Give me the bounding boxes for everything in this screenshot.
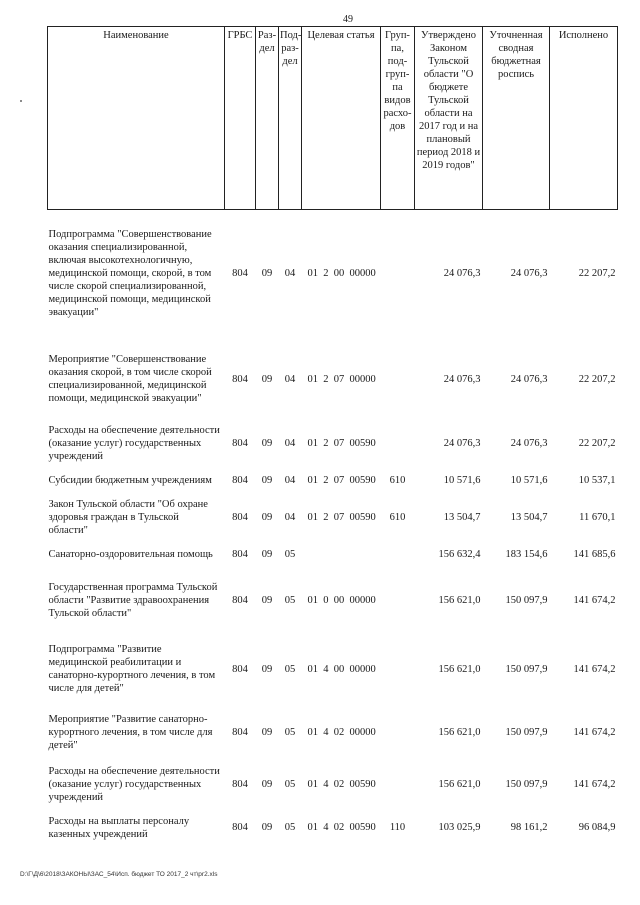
header-grbs: ГРБС [225, 27, 256, 210]
row-utochnennaya: 24 076,3 [510, 438, 548, 449]
row-name: Подпрограмма "Совершенствование оказания специализированной, включая высокотехнологичную, медицинской помощи, скорой, в том числе скорой специализированной, медицинской помощи, медицинской эвакуации" [48, 229, 212, 319]
row-ispolneno: 141 674,2 [573, 594, 616, 606]
row-ispolneno: 141 674,2 [573, 727, 616, 738]
row-celevaya: 01 4 00 00000 [307, 663, 376, 675]
row-razdel: 09 [261, 663, 273, 675]
row-utverzhdeno: 13 504,7 [443, 512, 481, 523]
row-utochnennaya: 150 097,9 [505, 594, 548, 606]
row-vid [381, 421, 415, 467]
row-utverzhdeno: 156 632,4 [438, 549, 481, 560]
row-name: Подпрограмма "Развитие медицинской реабилитации и санаторно-курортного лечения, в том числе для детей" [48, 644, 216, 694]
row-podrazdel: 05 [284, 549, 296, 560]
row-vid: 610 [389, 475, 406, 486]
row-grbs: 804 [232, 779, 248, 790]
row-grbs: 804 [232, 512, 248, 523]
scan-mark [20, 100, 22, 102]
row-name: Расходы на обеспечение деятельности (оказание услуг) государственных учреждений [48, 425, 220, 462]
row-celevaya: 01 4 02 00590 [307, 822, 376, 833]
row-name: Закон Тульской области "Об охране здоровья граждан в Тульской области" [48, 499, 208, 536]
row-ispolneno: 22 207,2 [578, 268, 616, 280]
row-name: Субсидии бюджетным учреждениям [48, 475, 212, 486]
row-celevaya: 01 4 02 00590 [307, 779, 376, 790]
row-razdel: 09 [261, 549, 273, 560]
row-ispolneno: 11 670,1 [579, 512, 616, 523]
row-podrazdel: 05 [284, 727, 296, 738]
row-vid [381, 569, 415, 632]
row-grbs: 804 [232, 594, 248, 606]
row-utochnennaya: 150 097,9 [505, 779, 548, 790]
row-celevaya: 01 2 00 00000 [307, 268, 376, 280]
table-row [48, 421, 618, 467]
row-podrazdel: 05 [284, 663, 296, 675]
row-name: Санаторно-оздоровительная помощь [48, 549, 213, 560]
header-ispolneno: Исполнено [550, 27, 618, 210]
row-utverzhdeno: 156 621,0 [438, 594, 481, 606]
row-utverzhdeno: 24 076,3 [443, 438, 481, 449]
row-celevaya: 01 2 07 00590 [307, 512, 376, 523]
row-name: Расходы на обеспечение деятельности (оказание услуг) государственных учреждений [48, 766, 220, 803]
row-razdel: 09 [261, 475, 273, 486]
row-vid: 610 [389, 512, 406, 523]
row-celevaya: 01 2 07 00000 [307, 373, 376, 385]
row-razdel: 09 [261, 373, 273, 385]
row-grbs: 804 [232, 438, 248, 449]
table-row [48, 541, 618, 569]
row-utverzhdeno: 156 621,0 [438, 779, 481, 790]
row-utochnennaya: 150 097,9 [505, 663, 548, 675]
row-ispolneno: 10 537,1 [578, 475, 616, 486]
row-razdel: 09 [261, 594, 273, 606]
row-podrazdel: 05 [284, 594, 296, 606]
row-vid: 110 [389, 822, 406, 833]
table-row [48, 632, 618, 707]
row-utverzhdeno: 156 621,0 [438, 663, 481, 675]
table-row [48, 707, 618, 759]
row-utverzhdeno: 156 621,0 [438, 727, 481, 738]
row-grbs: 804 [232, 373, 248, 385]
table-row [48, 569, 618, 632]
row-celevaya: 01 0 00 00000 [307, 594, 376, 606]
row-razdel: 09 [261, 822, 273, 833]
header-vid: Груп-па, под-груп-па видов расхо-дов [381, 27, 415, 210]
row-razdel: 09 [261, 779, 273, 790]
row-grbs: 804 [232, 475, 248, 486]
page-number: 49 [343, 14, 353, 25]
row-ispolneno: 141 674,2 [573, 779, 616, 790]
header-podrazdel: Под-раз-дел [279, 27, 302, 210]
row-celevaya: 01 2 07 00590 [307, 475, 376, 486]
header-razdel: Раз-дел [256, 27, 279, 210]
row-utochnennaya: 24 076,3 [510, 268, 548, 280]
row-razdel: 09 [261, 438, 273, 449]
table-header-row [48, 27, 618, 210]
row-ispolneno: 22 207,2 [578, 373, 616, 385]
row-celevaya: 01 4 02 00000 [307, 727, 376, 738]
row-name: Расходы на выплаты персоналу казенных учреждений [48, 815, 190, 840]
row-utverzhdeno: 24 076,3 [443, 268, 481, 280]
table-row [48, 210, 618, 338]
row-podrazdel: 04 [284, 438, 296, 449]
row-celevaya: 01 2 07 00590 [307, 438, 376, 449]
table-row [48, 759, 618, 811]
row-utverzhdeno: 10 571,6 [443, 475, 481, 486]
row-ispolneno: 96 084,9 [578, 822, 616, 833]
table-row [48, 811, 618, 845]
row-name: Мероприятие "Развитие санаторно-курортного лечения, в том числе для детей" [48, 714, 213, 751]
row-utochnennaya: 183 154,6 [505, 549, 548, 560]
row-vid [381, 759, 415, 811]
row-razdel: 09 [261, 727, 273, 738]
row-grbs: 804 [232, 727, 248, 738]
row-podrazdel: 04 [284, 512, 296, 523]
row-podrazdel: 05 [284, 779, 296, 790]
row-utverzhdeno: 24 076,3 [443, 373, 481, 385]
table-row [48, 338, 618, 421]
row-podrazdel: 05 [284, 822, 296, 833]
row-razdel: 09 [261, 512, 273, 523]
row-grbs: 804 [232, 822, 248, 833]
table-body [48, 210, 618, 845]
row-utochnennaya: 24 076,3 [510, 373, 548, 385]
row-vid [381, 210, 415, 338]
row-podrazdel: 04 [284, 373, 296, 385]
row-utochnennaya: 98 161,2 [510, 822, 548, 833]
row-grbs: 804 [232, 549, 248, 560]
row-grbs: 804 [232, 663, 248, 675]
header-celevaya: Целевая статья [302, 27, 381, 210]
row-ispolneno: 141 674,2 [573, 663, 616, 675]
row-utochnennaya: 13 504,7 [510, 512, 548, 523]
row-ispolneno: 22 207,2 [578, 438, 616, 449]
row-vid [381, 541, 415, 569]
row-name: Государственная программа Тульской области "Развитие здравоохранения Тульской области" [48, 581, 218, 619]
row-grbs: 804 [232, 268, 248, 280]
row-razdel: 09 [261, 268, 273, 280]
header-name: Наименование [48, 27, 225, 210]
row-podrazdel: 04 [284, 475, 296, 486]
row-name: Мероприятие "Совершенствование оказания скорой, в том числе скорой специализированной, медицинской помощи, медицинской эвакуации" [48, 354, 212, 404]
table-row [48, 467, 618, 495]
file-path-footer: D:\Г\Д\6\2018\ЗАКОНЫ\ЗАС_54\Исп. бюджет ТО 2017_2 чт\pr2.xls [20, 871, 218, 878]
row-celevaya [302, 541, 381, 569]
table-row [48, 495, 618, 541]
row-utverzhdeno: 103 025,9 [438, 822, 481, 833]
row-utochnennaya: 10 571,6 [510, 475, 548, 486]
budget-table [47, 26, 618, 845]
row-podrazdel: 04 [284, 268, 296, 280]
header-utverzhdeno: Утверждено Законом Тульской области "О бюджете Тульской области на 2017 год и на плановый период 2018 и 2019 годов" [415, 27, 483, 210]
row-utochnennaya: 150 097,9 [505, 727, 548, 738]
row-vid [381, 632, 415, 707]
row-vid [381, 338, 415, 421]
header-utochnennaya: Уточненная сводная бюджетная роспись [483, 27, 550, 210]
row-ispolneno: 141 685,6 [573, 549, 616, 560]
row-vid [381, 707, 415, 759]
